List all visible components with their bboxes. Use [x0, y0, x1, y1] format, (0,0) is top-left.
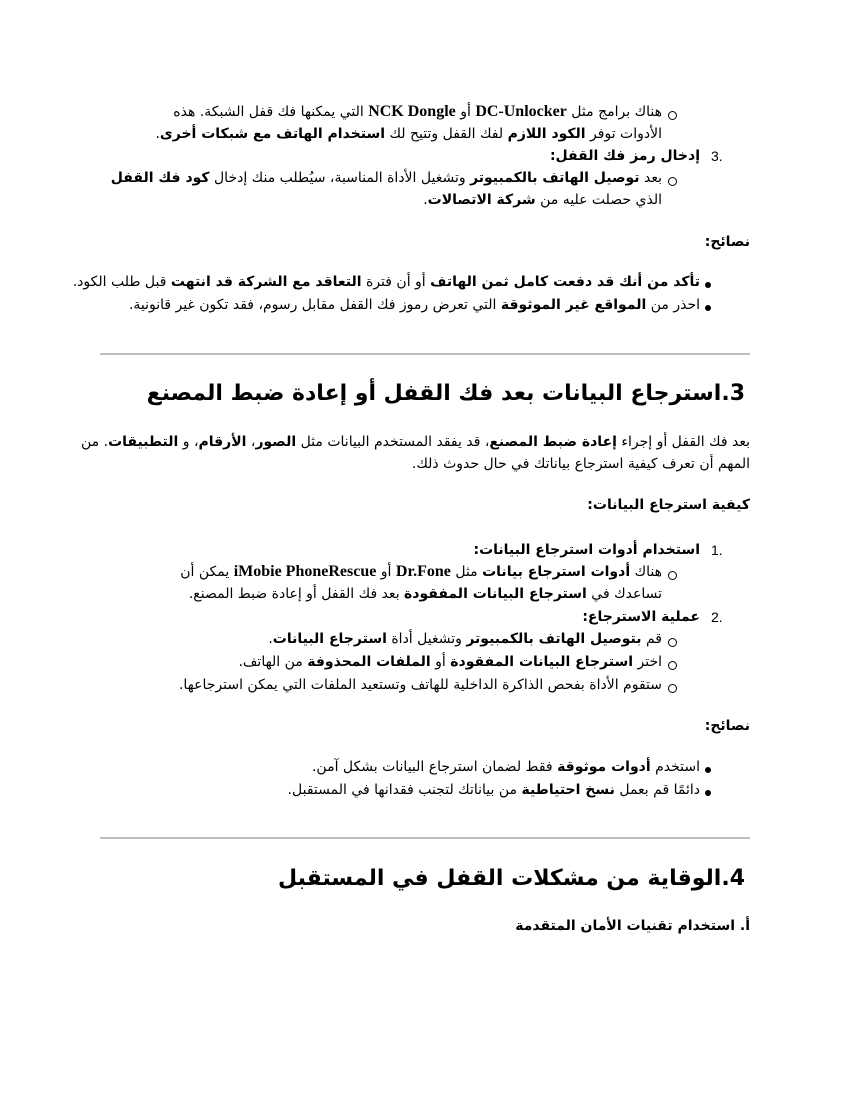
section-divider [100, 837, 750, 839]
tips-heading: نصائح: [704, 234, 750, 250]
section-heading: 3.استرجاع البيانات بعد فك القفل أو إعادة ضبط المصنع [146, 381, 745, 406]
list-item-continuation: الذي حصلت عليه من شركة الاتصالات. [423, 192, 662, 208]
step-number: 2. [711, 609, 723, 625]
list-bullet [668, 638, 677, 647]
step-title: استخدام أدوات استرجاع البيانات: [473, 542, 700, 558]
subheading: أ. استخدام تقنيات الأمان المتقدمة [515, 918, 750, 934]
list-item: اختر استرجاع البيانات المفقودة أو الملفات المحذوفة من الهاتف. [238, 654, 662, 670]
list-bullet [705, 790, 711, 796]
step-number: 3. [711, 148, 723, 164]
tip-item: تأكد من أنك قد دفعت كامل ثمن الهاتف أو أن فترة التعاقد مع الشركة قد انتهت قبل طلب الكود. [72, 274, 700, 290]
list-bullet [705, 305, 711, 311]
step-number: 1. [711, 542, 723, 558]
paragraph-continuation: المهم أن تعرف كيفية استرجاع بياناتك في حال حدوث ذلك. [411, 456, 750, 472]
step-title: إدخال رمز فك القفل: [549, 148, 700, 164]
list-item: ستقوم الأداة بفحص الذاكرة الداخلية للهاتف وتستعيد الملفات التي يمكن استرجاعها. [178, 677, 662, 693]
tip-item: احذر من المواقع غير الموثوقة التي تعرض رموز فك القفل مقابل رسوم، فقد تكون غير قانونية. [128, 297, 700, 313]
tip-item: دائمًا قم بعمل نسخ احتياطية من بياناتك لتجنب فقدانها في المستقبل. [287, 782, 700, 798]
list-item: هناك برامج مثل DC-Unlocker أو NCK Dongle التي يمكنها فك قفل الشبكة. هذه [173, 103, 662, 120]
list-item: هناك أدوات استرجاع بيانات مثل Dr.Fone أو iMobie PhoneRescue يمكن أن [180, 563, 662, 580]
step-title: عملية الاسترجاع: [582, 609, 700, 625]
tips-heading: نصائح: [704, 718, 750, 734]
list-bullet [668, 684, 677, 693]
list-item: قم بتوصيل الهاتف بالكمبيوتر وتشغيل أداة استرجاع البيانات. [268, 631, 662, 647]
list-item-continuation: تساعدك في استرجاع البيانات المفقودة بعد فك القفل أو إعادة ضبط المصنع. [188, 586, 662, 602]
list-bullet [668, 111, 677, 120]
list-bullet [668, 571, 677, 580]
section-heading: 4.الوقاية من مشكلات القفل في المستقبل [278, 866, 745, 891]
list-item: بعد توصيل الهاتف بالكمبيوتر وتشغيل الأداة المناسبة، سيُطلب منك إدخال كود فك القفل [110, 170, 662, 186]
list-item-continuation: الأدوات توفر الكود اللازم لفك القفل وتتيح لك استخدام الهاتف مع شبكات أخرى. [155, 126, 662, 142]
list-bullet [668, 661, 677, 670]
section-divider [100, 353, 750, 355]
subheading: كيفية استرجاع البيانات: [587, 497, 750, 513]
list-bullet [705, 767, 711, 773]
tip-item: استخدم أدوات موثوقة فقط لضمان استرجاع البيانات بشكل آمن. [311, 759, 700, 775]
list-bullet [668, 177, 677, 186]
paragraph: بعد فك القفل أو إجراء إعادة ضبط المصنع، قد يفقد المستخدم البيانات مثل الصور، الأرقام، و التطبيقات. من [81, 434, 750, 450]
list-bullet [705, 282, 711, 288]
